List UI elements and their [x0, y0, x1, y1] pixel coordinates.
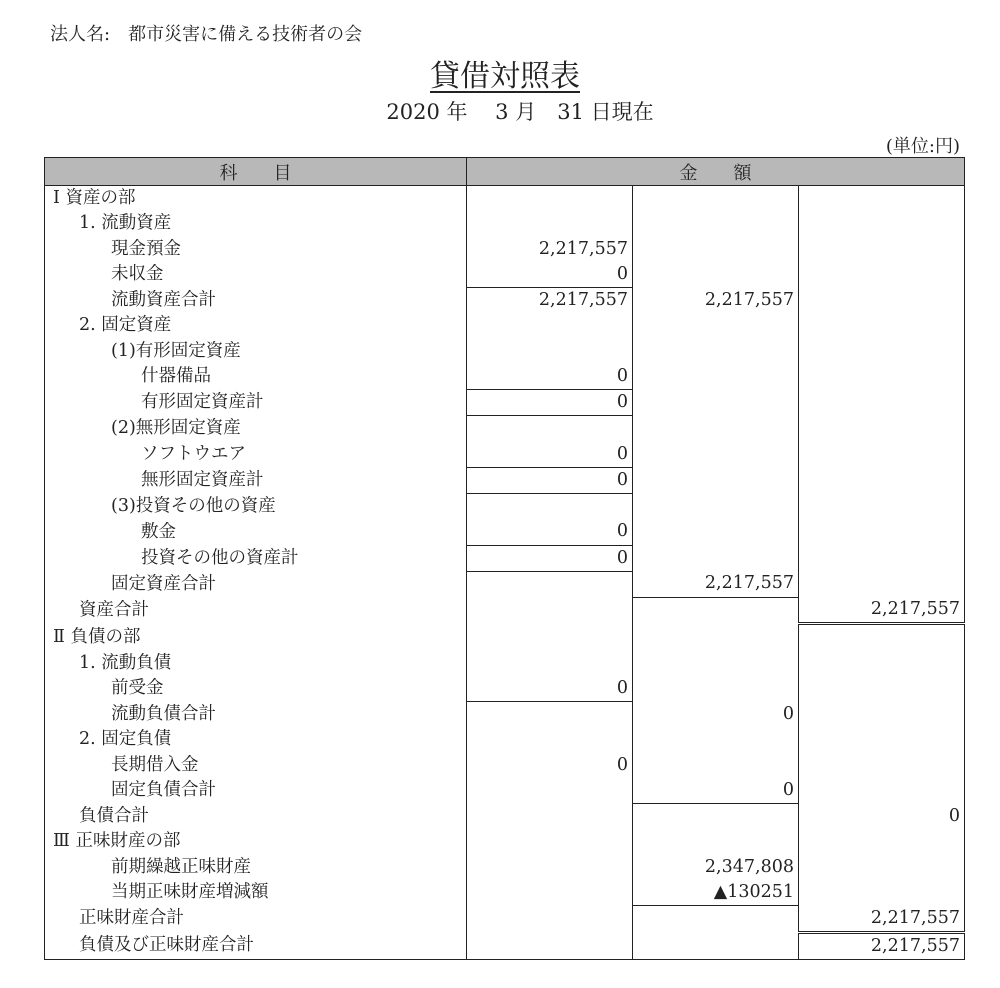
amount-cell-c3 — [799, 571, 965, 597]
amount-cell-c1 — [467, 880, 633, 906]
item-column-header: 科 目 — [45, 158, 467, 186]
amount-cell-c1: 0 — [467, 467, 633, 493]
table-row — [45, 237, 965, 262]
row-label: 2. 固定負債 — [45, 727, 467, 752]
row-label: 流動負債合計 — [45, 702, 467, 728]
row-label: 前期繰越正味財産 — [45, 855, 467, 880]
table-row — [45, 545, 965, 571]
amount-cell-c2 — [633, 753, 799, 778]
row-label: 現金預金 — [45, 237, 467, 262]
amount-cell-c2 — [633, 906, 799, 933]
corporation-line — [50, 20, 362, 46]
amount-cell-c1: 0 — [467, 753, 633, 778]
amount-cell-c2 — [633, 416, 799, 442]
amount-cell-c2: 2,347,808 — [633, 855, 799, 880]
table-row — [45, 519, 965, 545]
table-row — [45, 186, 965, 212]
amount-cell-c2 — [633, 624, 799, 651]
table-row — [45, 313, 965, 338]
row-label: Ⅱ 負債の部 — [45, 624, 467, 651]
row-label: ソフトウエア — [45, 442, 467, 468]
row-label: 正味財産合計 — [45, 906, 467, 933]
amount-cell-c2 — [633, 829, 799, 854]
row-label: 前受金 — [45, 676, 467, 702]
amount-cell-c3: 2,217,557 — [799, 932, 965, 959]
amount-cell-c3 — [799, 467, 965, 493]
balance-sheet-table — [44, 157, 965, 960]
amount-column-header: 金 額 — [467, 158, 965, 186]
amount-cell-c3 — [799, 313, 965, 338]
corporation-label: 法人名: — [50, 24, 111, 45]
row-label: 1. 流動負債 — [45, 651, 467, 676]
amount-cell-c2 — [633, 727, 799, 752]
amount-cell-c1 — [467, 855, 633, 880]
amount-cell-c2 — [633, 442, 799, 468]
amount-cell-c3 — [799, 390, 965, 416]
amount-cell-c2 — [633, 390, 799, 416]
amount-cell-c3 — [799, 288, 965, 314]
amount-cell-c3 — [799, 676, 965, 702]
amount-cell-c1 — [467, 778, 633, 804]
amount-cell-c1 — [467, 339, 633, 364]
amount-cell-c3 — [799, 211, 965, 236]
row-label: (3)投資その他の資産 — [45, 494, 467, 520]
table-row — [45, 442, 965, 468]
table-row — [45, 906, 965, 933]
row-label: 当期正味財産増減額 — [45, 880, 467, 906]
table-row — [45, 467, 965, 493]
table-row — [45, 727, 965, 752]
row-label: 什器備品 — [45, 364, 467, 390]
table-row — [45, 364, 965, 390]
amount-cell-c3 — [799, 880, 965, 906]
as-of-date: 2020 年 3 月 31 日現在 — [386, 100, 654, 124]
amount-cell-c3 — [799, 442, 965, 468]
table-row — [45, 288, 965, 314]
corporation-name: 都市災害に備える技術者の会 — [128, 24, 363, 45]
amount-cell-c1 — [467, 624, 633, 651]
amount-cell-c1 — [467, 597, 633, 624]
row-label: 負債合計 — [45, 804, 467, 830]
amount-cell-c3 — [799, 339, 965, 364]
amount-cell-c2 — [633, 932, 799, 959]
amount-cell-c1: 0 — [467, 442, 633, 468]
row-label: Ⅰ 資産の部 — [45, 186, 467, 212]
amount-cell-c3 — [799, 778, 965, 804]
amount-cell-c1 — [467, 804, 633, 830]
row-label: 有形固定資産計 — [45, 390, 467, 416]
amount-cell-c1 — [467, 651, 633, 676]
amount-cell-c2: 2,217,557 — [633, 571, 799, 597]
amount-cell-c2 — [633, 364, 799, 390]
document-title: 貸借対照表 — [430, 59, 580, 94]
balance-sheet-body — [45, 186, 965, 960]
amount-cell-c2: ▲130251 — [633, 880, 799, 906]
amount-cell-c1: 0 — [467, 364, 633, 390]
table-row — [45, 262, 965, 288]
amount-cell-c1: 0 — [467, 390, 633, 416]
amount-cell-c1 — [467, 186, 633, 212]
amount-cell-c2 — [633, 467, 799, 493]
table-row — [45, 339, 965, 364]
table-header-row — [45, 158, 965, 186]
amount-cell-c3 — [799, 545, 965, 571]
amount-cell-c3 — [799, 262, 965, 288]
row-label: (1)有形固定資産 — [45, 339, 467, 364]
amount-cell-c3 — [799, 186, 965, 212]
row-label: 未収金 — [45, 262, 467, 288]
amount-cell-c3 — [799, 624, 965, 651]
amount-cell-c3 — [799, 855, 965, 880]
amount-cell-c3 — [799, 494, 965, 520]
row-label: 1. 流動資産 — [45, 211, 467, 236]
row-label: 無形固定資産計 — [45, 467, 467, 493]
row-label: Ⅲ 正味財産の部 — [45, 829, 467, 854]
amount-cell-c3 — [799, 702, 965, 728]
table-row — [45, 597, 965, 624]
amount-cell-c2 — [633, 676, 799, 702]
table-row — [45, 778, 965, 804]
table-row — [45, 211, 965, 236]
table-row — [45, 855, 965, 880]
amount-cell-c2: 0 — [633, 702, 799, 728]
amount-cell-c1 — [467, 932, 633, 959]
amount-cell-c3 — [799, 651, 965, 676]
row-label: 流動資産合計 — [45, 288, 467, 314]
amount-cell-c1 — [467, 727, 633, 752]
table-row — [45, 676, 965, 702]
row-label: 2. 固定資産 — [45, 313, 467, 338]
amount-cell-c2 — [633, 545, 799, 571]
amount-cell-c1: 0 — [467, 676, 633, 702]
row-label: 固定資産合計 — [45, 571, 467, 597]
amount-cell-c1 — [467, 906, 633, 933]
amount-cell-c2 — [633, 186, 799, 212]
table-row — [45, 571, 965, 597]
amount-cell-c2 — [633, 339, 799, 364]
row-label: 長期借入金 — [45, 753, 467, 778]
amount-cell-c1 — [467, 829, 633, 854]
table-row — [45, 651, 965, 676]
row-label: 固定負債合計 — [45, 778, 467, 804]
amount-cell-c2 — [633, 313, 799, 338]
amount-cell-c1: 0 — [467, 519, 633, 545]
table-row — [45, 624, 965, 651]
amount-cell-c1: 0 — [467, 545, 633, 571]
amount-cell-c3 — [799, 829, 965, 854]
amount-cell-c3 — [799, 416, 965, 442]
amount-cell-c1 — [467, 702, 633, 728]
amount-cell-c1 — [467, 494, 633, 520]
amount-cell-c2 — [633, 597, 799, 624]
amount-cell-c2: 0 — [633, 778, 799, 804]
amount-cell-c1 — [467, 416, 633, 442]
amount-cell-c2: 2,217,557 — [633, 288, 799, 314]
amount-cell-c3: 2,217,557 — [799, 597, 965, 624]
amount-cell-c3: 2,217,557 — [799, 906, 965, 933]
table-row — [45, 390, 965, 416]
row-label: 敷金 — [45, 519, 467, 545]
amount-cell-c2 — [633, 211, 799, 236]
row-label: 負債及び正味財産合計 — [45, 932, 467, 959]
amount-cell-c2 — [633, 237, 799, 262]
amount-cell-c1 — [467, 211, 633, 236]
table-row — [45, 753, 965, 778]
row-label: 投資その他の資産計 — [45, 545, 467, 571]
amount-cell-c2 — [633, 519, 799, 545]
table-row — [45, 932, 965, 959]
table-row — [45, 416, 965, 442]
amount-cell-c3 — [799, 237, 965, 262]
amount-cell-c3 — [799, 364, 965, 390]
amount-cell-c1: 2,217,557 — [467, 288, 633, 314]
table-row — [45, 804, 965, 830]
amount-cell-c1 — [467, 571, 633, 597]
table-row — [45, 880, 965, 906]
row-label: (2)無形固定資産 — [45, 416, 467, 442]
amount-cell-c1: 2,217,557 — [467, 237, 633, 262]
amount-cell-c3 — [799, 519, 965, 545]
unit-note: (単位:円) — [885, 136, 960, 157]
table-row — [45, 702, 965, 728]
amount-cell-c1 — [467, 313, 633, 338]
amount-cell-c1: 0 — [467, 262, 633, 288]
amount-cell-c2 — [633, 262, 799, 288]
amount-cell-c2 — [633, 494, 799, 520]
table-row — [45, 829, 965, 854]
amount-cell-c3 — [799, 727, 965, 752]
amount-cell-c2 — [633, 804, 799, 830]
amount-cell-c3: 0 — [799, 804, 965, 830]
row-label: 資産合計 — [45, 597, 467, 624]
table-row — [45, 494, 965, 520]
amount-cell-c3 — [799, 753, 965, 778]
amount-cell-c2 — [633, 651, 799, 676]
